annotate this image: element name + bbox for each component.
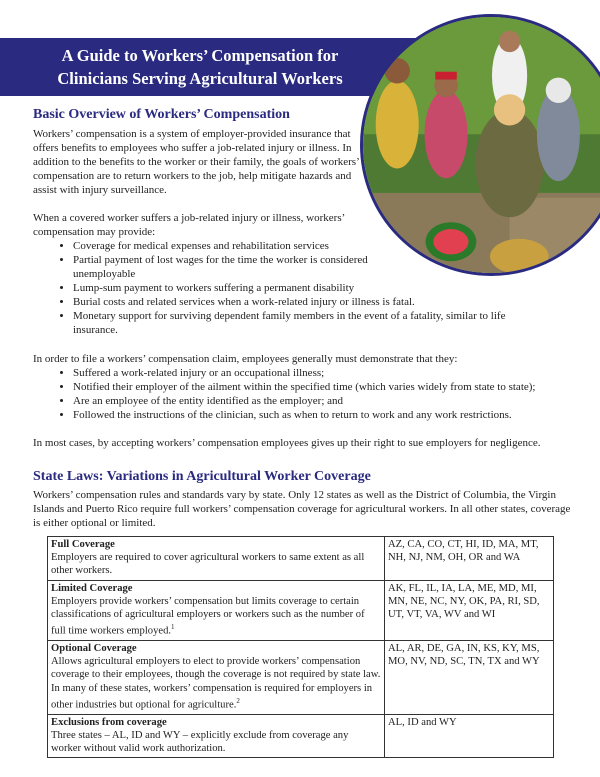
overview-intro: Workers’ compensation is a system of employer-provided insurance that offers benefits to employees who suffer a job-related injury or illness. In addition to the benefits to the worker or their family, the goals of workers’ compensation are to return workers to the job, help mitigate hazards and assist with injury surveillance. <box>33 128 359 196</box>
list-item: • Burial costs and related services when a work-related injury or illness is fatal. <box>73 295 583 309</box>
row-description: Allows agricultural employers to elect to provide workers’ compensation coverage to their employees, though the coverage is not required by state law. In many of these states, workers’ compensation is required for employers in other industries but optional for agriculture. <box>51 656 381 711</box>
list-item: • Monetary support for surviving dependent family members in the event of a fatality, similar to life insurance. <box>73 309 553 337</box>
state-laws-intro: Workers’ compensation rules and standards vary by state. Only 12 states as well as the District of Columbia, the Virgin Islands and Puerto Rico require full workers’ compensation coverage for agricultural workers. In all other states, coverage is either optional or limited. <box>33 489 571 529</box>
farmworkers-photo <box>360 14 600 276</box>
section-heading-state-laws: State Laws: Variations in Agricultural Worker Coverage <box>33 469 371 484</box>
claim-list <box>33 366 600 422</box>
list-item: • Are an employee of the entity identified as the employer; and <box>73 394 600 408</box>
row-title: Limited Coverage <box>51 582 133 594</box>
list-item: • Partial payment of lost wages for the time the worker is considered unemployable <box>73 253 393 281</box>
title-line-2: Clinicians Serving Agricultural Workers <box>57 69 343 88</box>
row-states: AL, ID and WY <box>385 714 554 758</box>
provide-intro: When a covered worker suffers a job-related injury or illness, workers’ compensation may provide: <box>33 212 345 238</box>
footnote-marker: 2 <box>236 696 240 705</box>
row-title: Full Coverage <box>51 539 115 550</box>
table-row <box>48 640 554 714</box>
table-row <box>48 580 554 640</box>
claim-intro: In order to file a workers’ compensation claim, employees generally must demonstrate that they: <box>33 353 458 365</box>
row-title: Optional Coverage <box>51 642 137 654</box>
row-description: Employers provide workers’ compensation but limits coverage to certain classifications of agricultural employers or workers such as the number of full time workers employed. <box>51 595 365 637</box>
provide-list <box>33 239 583 337</box>
row-description: Three states – AL, ID and WY – explicitly exclude from coverage any worker without valid work authorization. <box>51 729 349 754</box>
list-item: • Notified their employer of the ailment within the specified time (which varies widely from state to state); <box>73 380 600 394</box>
row-states: AL, AR, DE, GA, IN, KS, KY, MS, MO, NV, ND, SC, TN, TX and WY <box>385 640 554 714</box>
page-title <box>0 44 400 90</box>
list-item: • Followed the instructions of the clinician, such as when to return to work and any work restrictions. <box>73 408 600 422</box>
row-states: AZ, CA, CO, CT, HI, ID, MA, MT, NH, NJ, NM, OH, OR and WA <box>385 537 554 581</box>
table-row <box>48 714 554 758</box>
list-item: • Suffered a work-related injury or an occupational illness; <box>73 366 600 380</box>
coverage-table <box>47 536 554 758</box>
row-description: Employers are required to cover agricultural workers to same extent as all other workers. <box>51 552 365 577</box>
title-line-1: A Guide to Workers’ Compensation for <box>61 46 339 65</box>
list-item: • Coverage for medical expenses and rehabilitation services <box>73 239 583 253</box>
closing-paragraph: In most cases, by accepting workers’ compensation employees gives up their right to sue employers for negligence. <box>33 437 541 449</box>
table-row <box>48 537 554 581</box>
section-heading-overview: Basic Overview of Workers’ Compensation <box>33 107 290 122</box>
row-title: Exclusions from coverage <box>51 716 167 728</box>
list-item: • Lump-sum payment to workers suffering a permanent disability <box>73 281 583 295</box>
footnote-marker: 1 <box>171 623 175 632</box>
row-states: AK, FL, IL, IA, LA, ME, MD, MI, MN, NE, NC, NY, OK, PA, RI, SD, UT, VT, VA, WV and WI <box>385 580 554 640</box>
